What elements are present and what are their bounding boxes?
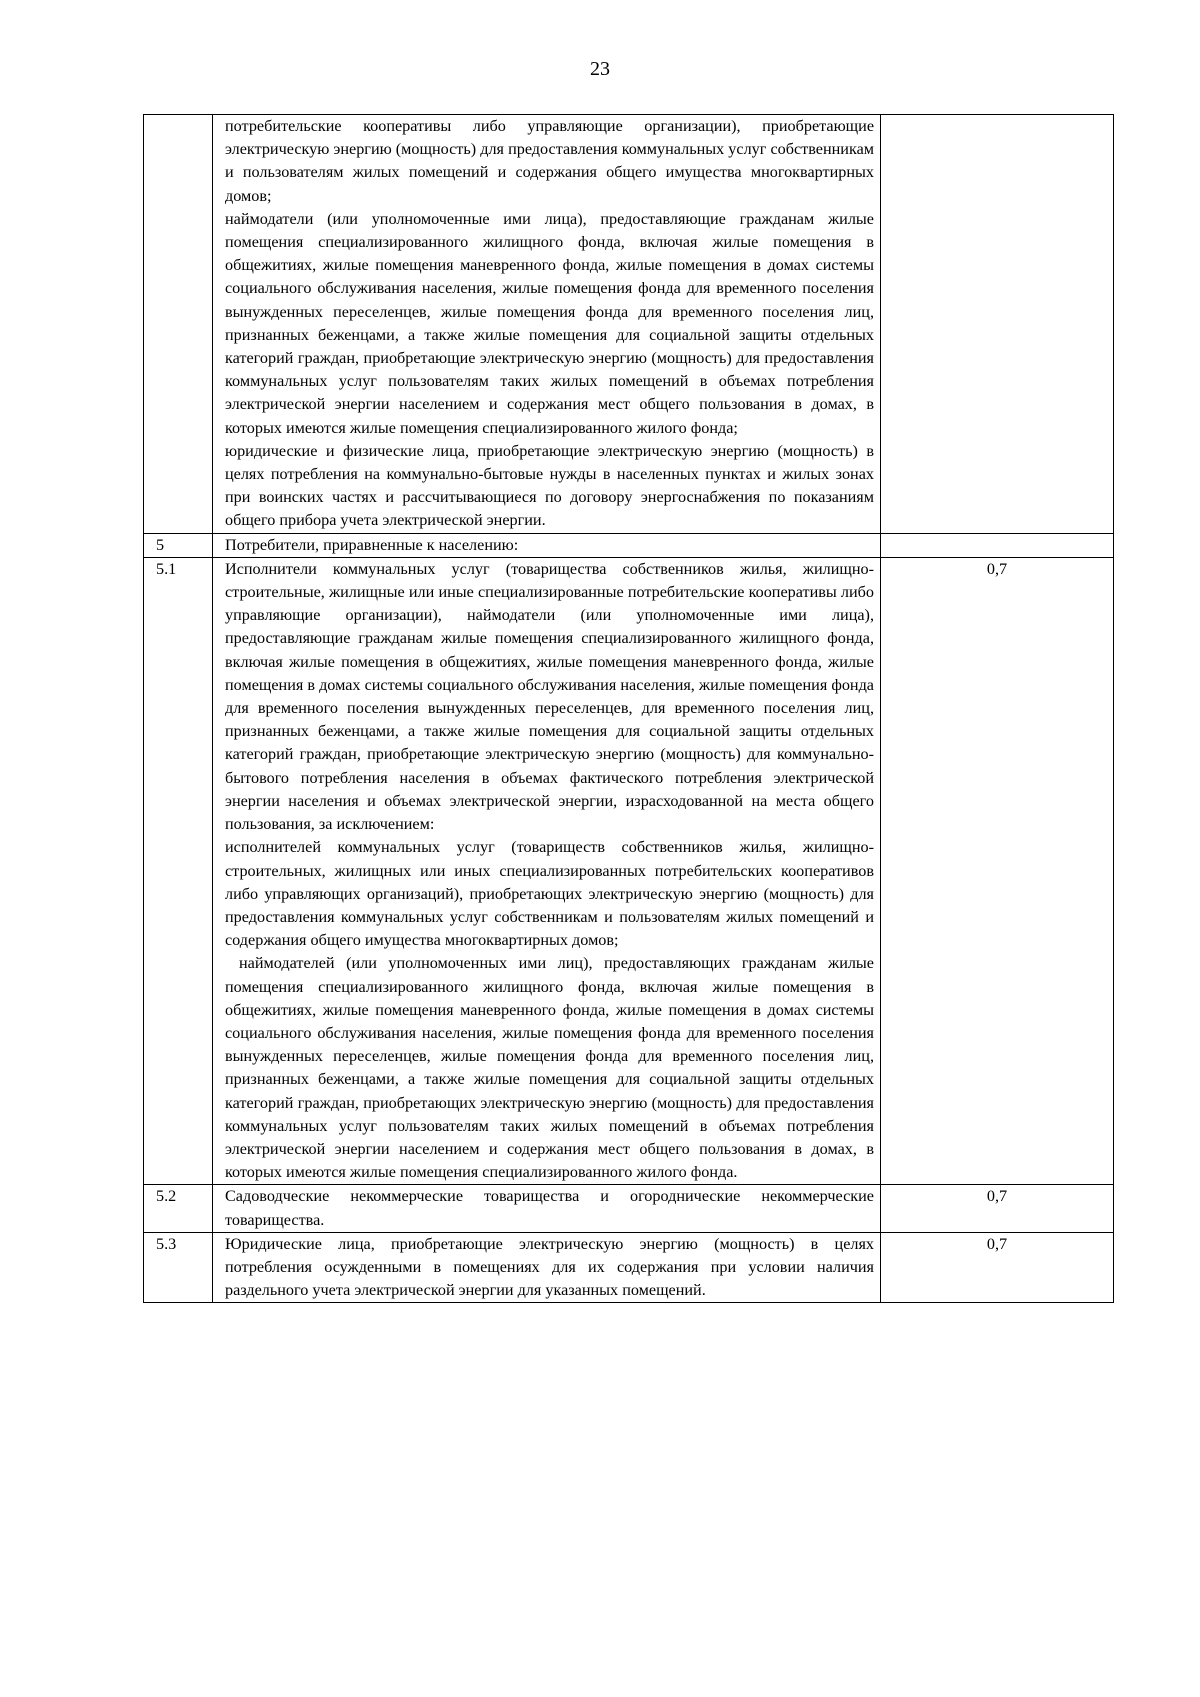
row-number <box>144 115 213 534</box>
row-coefficient: 0,7 <box>881 1232 1114 1303</box>
row-description <box>213 1232 881 1303</box>
table-row <box>144 115 1114 534</box>
row-number: 5.2 <box>144 1185 213 1232</box>
row-description <box>213 533 881 557</box>
row-number: 5 <box>144 533 213 557</box>
row-description <box>213 1185 881 1232</box>
row-coefficient: 0,7 <box>881 557 1114 1184</box>
table-row <box>144 533 1114 557</box>
description-paragraph: потребительские кооперативы либо управляющие организации), приобретающие электрическую энергию (мощность) для предоставления коммунальных услуг собственникам и пользователям жилых помещений и содержания общего имущества многоквартирных домов; <box>225 117 874 205</box>
description-paragraph: исполнителей коммунальных услуг (товариществ собственников жилья, жилищно-строительных, жилищных или иных специализированных потребительских кооперативов либо управляющих организаций), приобретающих электрическую энергию (мощность) для предоставления коммунальных услуг собственникам и пользователям жилых помещений и содержания общего имущества многоквартирных домов; <box>225 838 874 950</box>
table-row <box>144 1232 1114 1303</box>
row-number: 5.3 <box>144 1232 213 1303</box>
description-paragraph: Садоводческие некоммерческие товарищества и огороднические некоммерческие товарищества. <box>225 1187 874 1229</box>
description-paragraph: юридические и физические лица, приобретающие электрическую энергию (мощность) в целях потребления на коммунально-бытовые нужды в населенных пунктах и жилых зонах при воинских частях и рассчитывающиеся по договору энергоснабжения по показаниям общего прибора учета электрической энергии. <box>225 441 874 530</box>
description-paragraph: Потребители, приравненные к населению: <box>225 535 519 554</box>
table-row <box>144 1185 1114 1232</box>
page-number: 23 <box>590 58 610 80</box>
row-number: 5.1 <box>144 557 213 1184</box>
row-description <box>213 115 881 534</box>
row-coefficient: 0,7 <box>881 1185 1114 1232</box>
table-row <box>144 557 1114 1184</box>
tariff-table <box>143 114 1114 1303</box>
row-description <box>213 557 881 1184</box>
description-paragraph: Юридические лица, приобретающие электрическую энергию (мощность) в целях потребления осужденными в помещениях для их содержания при условии наличия раздельного учета электрической энергии для указанных помещений. <box>225 1234 874 1300</box>
row-coefficient <box>881 115 1114 534</box>
description-paragraph: Исполнители коммунальных услуг (товарищества собственников жилья, жилищно-строительные, жилищные или иные специализированные потребительские кооперативы либо управляющие организации), наймодатели (или уполномоченные ими лица), предоставляющие гражданам жилые помещения специализированного жилищного фонда, включая жилые помещения в общежитиях, жилые помещения маневренного фонда, жилые помещения в домах системы социального обслуживания населения, жилые помещения фонда для временного поселения вынужденных переселенцев, для временного поселения лиц, признанных беженцами, а также жилые помещения для социальной защиты отдельных категорий граждан, приобретающие электрическую энергию (мощность) для коммунально-бытового потребления населения в объемах фактического потребления электрической энергии населения и объемах электрической энергии, израсходованной на места общего пользования, за исключением: <box>225 559 874 834</box>
row-coefficient <box>881 533 1114 557</box>
description-paragraph: наймодатели (или уполномоченные ими лица), предоставляющие гражданам жилые помещения специализированного жилищного фонда, включая жилые помещения в общежитиях, жилые помещения маневренного фонда, жилые помещения в домах системы социального обслуживания населения, жилые помещения фонда для временного поселения вынужденных переселенцев, жилые помещения фонда для временного поселения лиц, признанных беженцами, а также жилые помещения для социальной защиты отдельных категорий граждан, приобретающие электрическую энергию (мощность) для предоставления коммунальных услуг пользователям таких жилых помещений в объемах потребления электрической энергии населением и содержания мест общего пользования в домах, в которых имеются жилые помещения специализированного жилого фонда; <box>225 209 874 437</box>
description-paragraph: наймодателей (или уполномоченных ими лиц), предоставляющих гражданам жилые помещения специализированного жилищного фонда, включая жилые помещения в общежитиях, жилые помещения маневренного фонда, жилые помещения в домах системы социального обслуживания населения, жилые помещения фонда для временного поселения вынужденных переселенцев, жилые помещения фонда для временного поселения лиц, признанных беженцами, а также жилые помещения для социальной защиты отдельных категорий граждан, приобретающих электрическую энергию (мощность) для предоставления коммунальных услуг пользователям таких жилых помещений в объемах потребления электрической энергии населением и содержания мест общего пользования в домах, в которых имеются жилые помещения специализированного жилого фонда. <box>225 954 874 1182</box>
